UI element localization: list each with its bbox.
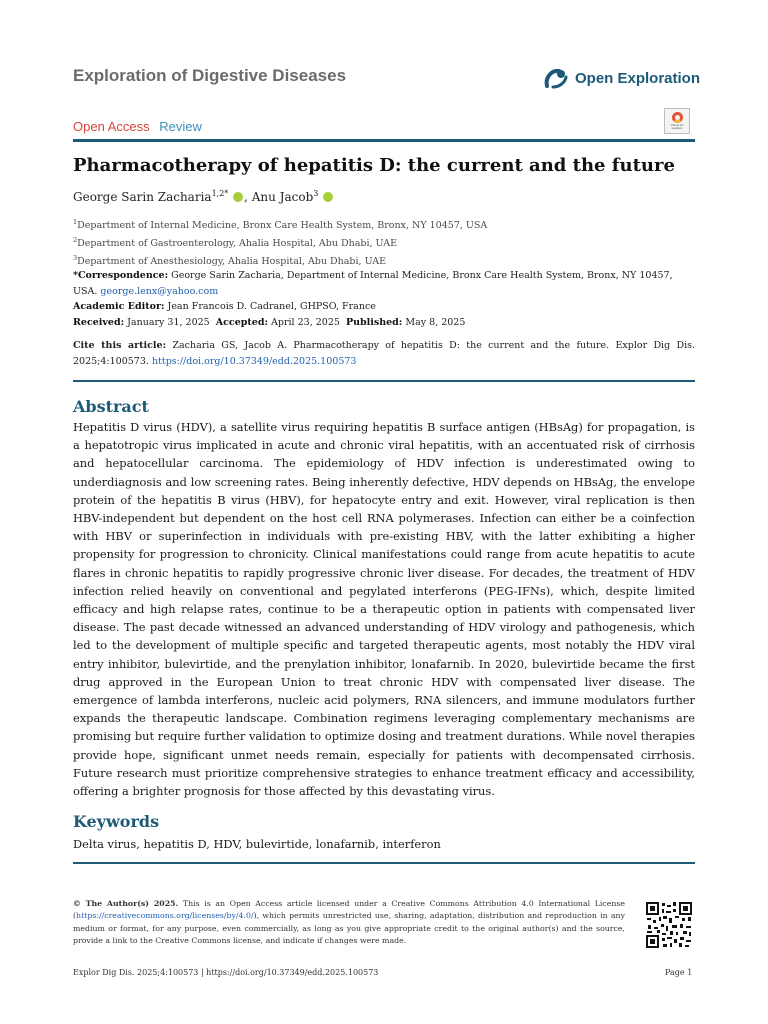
affiliation-item: $^2$Department of Gastroenterology, Ahalia Hospital, Abu Dhabi, UAE <box>73 236 398 250</box>
keywords-heading: Keywords <box>73 812 160 831</box>
article-meta <box>73 268 695 330</box>
header-rule <box>73 139 695 142</box>
section-rule <box>73 862 695 864</box>
journal-name: Exploration of Digestive Diseases <box>73 66 347 85</box>
check-for-updates-icon[interactable] <box>664 108 690 134</box>
author-separator: , <box>244 190 252 204</box>
abstract-text: Hepatitis D virus (HDV), a satellite virus requiring hepatitis B surface antigen (HBsAg) for propagation, is a hepatotropic virus implicated in acute and chronic viral hepatitis, with an accentuated risk of cirrhosis and hepatocellular carcinoma. The epidemiology of HDV infection is underestimated owing to underdiagnosis and low screening rates. Being inherently defective, HDV depends on HBsAg, the envelope protein of the hepatitis B virus (HBV), for hepatocyte entry and exit. However, viral replication is then HBV-independent but dependent on the host cell RNA polymerases. Infection can either be a coinfection with HBV or superinfection in individuals with pre-existing HBV, with the latter exhibiting a higher propensity for progression to chronicity. Clinical manifestations could range from acute hepatitis to acute flares in chronic hepatitis to rapidly progressive chronic liver disease. For decades, the treatment of HDV infection relied heavily on conventional and pegylated interferons (PEG-IFNs), which, despite limited efficacy and high relapse rates, continue to be a therapeutic option in patients with compensated liver disease. The past decade witnessed an advanced understanding of HDV virology and pathogenesis, which led to the development of multiple specific and targeted therapeutic agents, most notably the HDV viral entry inhibitor, bulevirtide, and the prenylation inhibitor, lonafarnib. In 2020, bulevirtide became the first drug approved in the European Union to treat chronic HDV with compensated liver disease. The emergence of lambda interferons, nucleic acid polymers, RNA silencers, and immune modulators further expands the therapeutic landscape. Combination regimens leveraging complementary mechanisms are promising but require further validation to optimize dosing and treatment durations. While novel therapies provide hope, significant unmet needs remain, especially for patients with decompensated cirrhosis. Future research must prioritize comprehensive strategies to enhance treatment efficacy and accessibility, offering a brighter prognosis for those affected by this devastating virus. <box>73 420 695 799</box>
orcid-icon[interactable] <box>323 192 333 202</box>
publisher-brand[interactable] <box>543 66 700 90</box>
article-dates: Received: January 31, 2025 Accepted: April 23, 2025 Published: May 8, 2025 <box>73 316 466 328</box>
keywords-text: Delta virus, hepatitis D, HDV, bulevirtide, lonafarnib, interferon <box>73 837 441 851</box>
author-affil-sup: 1,2* <box>211 189 229 198</box>
author-name[interactable]: George Sarin Zacharia <box>73 190 212 204</box>
doi-link[interactable]: https://doi.org/10.37349/edd.2025.100573 <box>151 355 357 367</box>
qr-code-icon[interactable] <box>645 901 693 949</box>
license-link[interactable]: https://creativecommons.org/licenses/by/4.0/ <box>76 911 254 921</box>
section-rule <box>73 380 695 382</box>
check-updates-caption: Check for updates <box>670 123 684 130</box>
article-type-badge: Review <box>159 119 202 134</box>
abstract-heading: Abstract <box>73 397 149 416</box>
academic-editor: Academic Editor: Jean Francois D. Cadranel, GHPSO, France <box>73 301 376 313</box>
citation: Cite this article: Zacharia GS, Jacob A. Pharmacotherapy of hepatitis D: the current and the future. Explor Dig Dis. 2025;4:100573. https://doi.org/10.37349/edd.2025.100573 <box>73 340 696 367</box>
page-number: Page 1 <box>665 968 693 977</box>
email-link[interactable]: george.lenx@yahoo.com <box>100 285 219 297</box>
correspondence: *Correspondence: George Sarin Zacharia, Department of Internal Medicine, Bronx Care Health System, Bronx, NY 10457, USA. george.lenx@yahoo.com <box>73 270 673 297</box>
article-title: Pharmacotherapy of hepatitis D: the current and the future <box>73 155 675 176</box>
orcid-icon[interactable] <box>233 192 243 202</box>
license-notice: © The Author(s) 2025. This is an Open Access article licensed under a Creative Commons Attribution 4.0 International License (https://creativecommons.org/licenses/by/4.0/), which permits unrestricted use, sharing, adaptation, distribution and reproduction in any medium or format, for any purpose, even commercially, as long as you give appropriate credit to the original author(s) and the source, provide a link to the Creative Commons license, and indicate if changes were made. <box>73 899 625 946</box>
article-badges <box>73 119 202 134</box>
affiliations <box>73 215 487 269</box>
footer-citation: Explor Dig Dis. 2025;4:100573 | https://doi.org/10.37349/edd.2025.100573 <box>73 968 379 977</box>
author-list <box>73 189 334 204</box>
author-name[interactable]: Anu Jacob <box>251 190 314 204</box>
author-affil-sup: 3 <box>313 189 319 198</box>
affiliation-item: $^1$Department of Internal Medicine, Bronx Care Health System, Bronx, NY 10457, USA <box>73 218 488 232</box>
brand-name: Open Exploration <box>575 69 701 87</box>
open-access-badge: Open Access <box>73 119 150 134</box>
affiliation-item: $^3$Department of Anesthesiology, Ahalia Hospital, Abu Dhabi, UAE <box>73 254 387 268</box>
open-exploration-logo-icon <box>543 66 569 90</box>
